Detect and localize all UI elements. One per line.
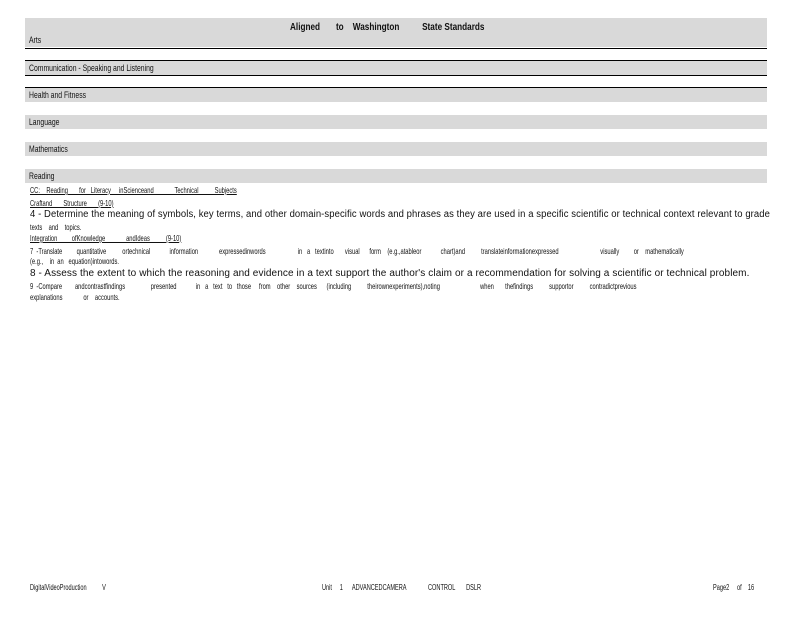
standard-4: 4 - Determine the meaning of symbols, key terms, and other domain-specific words and phrases as they are used in a specific scientific or technical context relevant to grade <box>30 209 770 220</box>
cc-heading: CC: Reading for Literacy inScienceand Technical Subjects <box>30 185 237 195</box>
footer-page: Page2 of 16 <box>713 583 755 592</box>
standard-4-cont: texts and topics. <box>30 222 82 232</box>
standard-7: 7 -Translate quantitative ortechnical information expressedinwords in a textinto visual form (e.g.,atableor chart)and translateinformationexpressed visually or mathematically <box>30 246 684 256</box>
section-band-health <box>25 88 767 102</box>
section-band-communication <box>25 61 767 75</box>
section-band-mathematics <box>25 142 767 156</box>
section-band-language <box>25 115 767 129</box>
divider <box>25 48 767 49</box>
section-arts: Arts <box>29 35 42 46</box>
standard-9: 9 -Compare andcontrastfindings presented in a text to those from other sources (including theirownexperiments),noting when thefindings supportor contradictprevious <box>30 281 637 291</box>
standard-8: 8 - Assess the extent to which the reasoning and evidence in a text support the author's claim or a recommendation for solving a scientific or technical problem. <box>30 268 750 279</box>
page-title: Aligned to Washington State Standards <box>290 21 485 33</box>
section-mathematics: Mathematics <box>29 144 68 155</box>
section-health: Health and Fitness <box>29 90 87 101</box>
footer-course: DigitalVideoProduction V <box>30 583 106 592</box>
section-band-reading <box>25 169 767 183</box>
standard-7-cont: (e.g., in an equation)intowords. <box>30 256 120 266</box>
integration-heading: Integration ofKnowledge andIdeas (9-10) <box>30 233 182 243</box>
divider <box>25 75 767 76</box>
section-language: Language <box>29 117 60 128</box>
section-reading: Reading <box>29 171 55 182</box>
section-communication: Communication - Speaking and Listening <box>29 63 154 74</box>
craft-heading: Craftand Structure (9-10) <box>30 198 114 208</box>
standard-9-cont: explanations or accounts. <box>30 292 120 302</box>
footer-unit: Unit 1 ADVANCEDCAMERA CONTROL DSLR <box>322 583 482 592</box>
